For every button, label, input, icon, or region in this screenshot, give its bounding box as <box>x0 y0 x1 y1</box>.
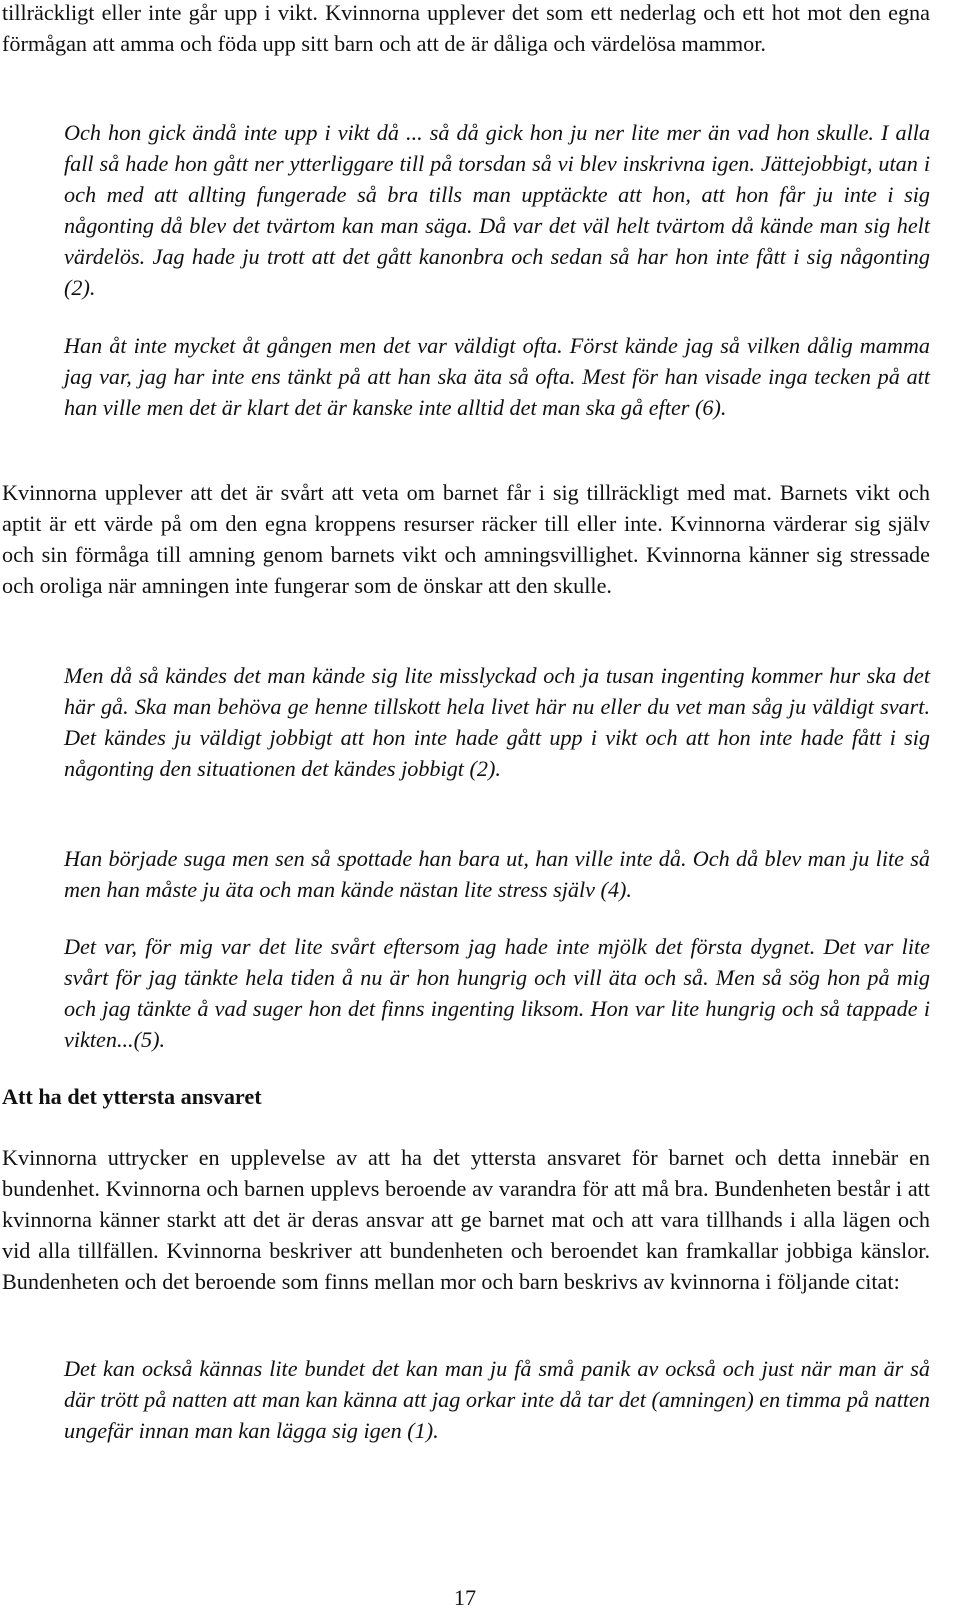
quote-block-6: Det kan också kännas lite bundet det kan man ju få små panik av också och just när man är så där trött på natten att man kan känna att jag orkar inte då tar det (amningen) en timma på natten ungefär innan man kan lägga sig igen (1). <box>64 1356 930 1443</box>
body-paragraph-3: Kvinnorna uttrycker en upplevelse av att ha det yttersta ansvaret för barnet och detta innebär en bundenhet. Kvinnorna och barnen upplevs beroende av varandra för att må bra. Bundenheten består i att kvinnorna känner starkt att det är deras ansvar att ge barnet mat och att vara tillhands i alla lägen och vid alla tillfällen. Kvinnorna beskriver att bundenheten och beroendet kan framkallar jobbiga känslor. Bundenheten och det beroende som finns mellan mor och barn beskrivs av kvinnorna i följande citat: <box>2 1145 930 1294</box>
body-paragraph-2: Kvinnorna upplever att det är svårt att veta om barnet får i sig tillräckligt med mat. Barnets vikt och aptit är ett värde på om den egna kroppens resurser räcker till eller inte. Kvinnorna värderar sig själv och sin förmåga till amning genom barnets vikt och amningsvillighet. Kvinnorna känner sig stressade och oroliga när amningen inte fungerar som de önskar att den skulle. <box>2 480 930 598</box>
quote-block-2: Han åt inte mycket åt gången men det var väldigt ofta. Först kände jag så vilken dålig mamma jag var, jag har inte ens tänkt på att han ska äta så ofta. Mest för han visade inga tecken på att han ville men det är klart det är kanske inte alltid det man ska gå efter (6). <box>64 333 930 420</box>
quote-block-4: Han började suga men sen så spottade han bara ut, han ville inte då. Och då blev man ju lite så men han måste ju äta och man kände nästan lite stress själv (4). <box>64 846 930 902</box>
page-number: 17 <box>453 1585 477 1610</box>
section-heading: Att ha det yttersta ansvaret <box>2 1084 262 1109</box>
quote-block-1: Och hon gick ändå inte upp i vikt då ... så då gick hon ju ner lite mer än vad hon skulle. I alla fall så hade hon gått ner ytterliggare till på torsdan så vi blev inskrivna igen. Jättejobbigt, utan i och med att allting fungerade så bra tills man upptäckte att hon, att hon får ju inte i sig någonting då blev det tvärtom kan man säga. Då var det väl helt tvärtom då kände man sig helt värdelös. Jag hade ju trott att det gått kanonbra och sedan så har hon inte fått i sig någonting (2). <box>64 120 930 300</box>
quote-block-3: Men då så kändes det man kände sig lite misslyckad och ja tusan ingenting kommer hur ska det här gå. Ska man behöva ge henne tillskott hela livet här nu eller du vet man såg ju väldigt svart. Det kändes ju väldigt jobbigt att hon inte hade gått upp i vikt och att hon inte hade fått i sig någonting den situationen det kändes jobbigt (2). <box>64 663 930 781</box>
body-paragraph-intro: tillräckligt eller inte går upp i vikt. Kvinnorna upplever det som ett nederlag och ett hot mot den egna förmågan att amma och föda upp sitt barn och att de är dåliga och värdelösa mammor. <box>2 0 930 56</box>
quote-block-5: Det var, för mig var det lite svårt eftersom jag hade inte mjölk det första dygnet. Det var lite svårt för jag tänkte hela tiden å nu är hon hungrig och vill äta och så. Men så sög hon på mig och jag tänkte å vad suger hon det finns ingenting liksom. Hon var lite hungrig och så tappade i vikten...(5). <box>64 934 930 1052</box>
